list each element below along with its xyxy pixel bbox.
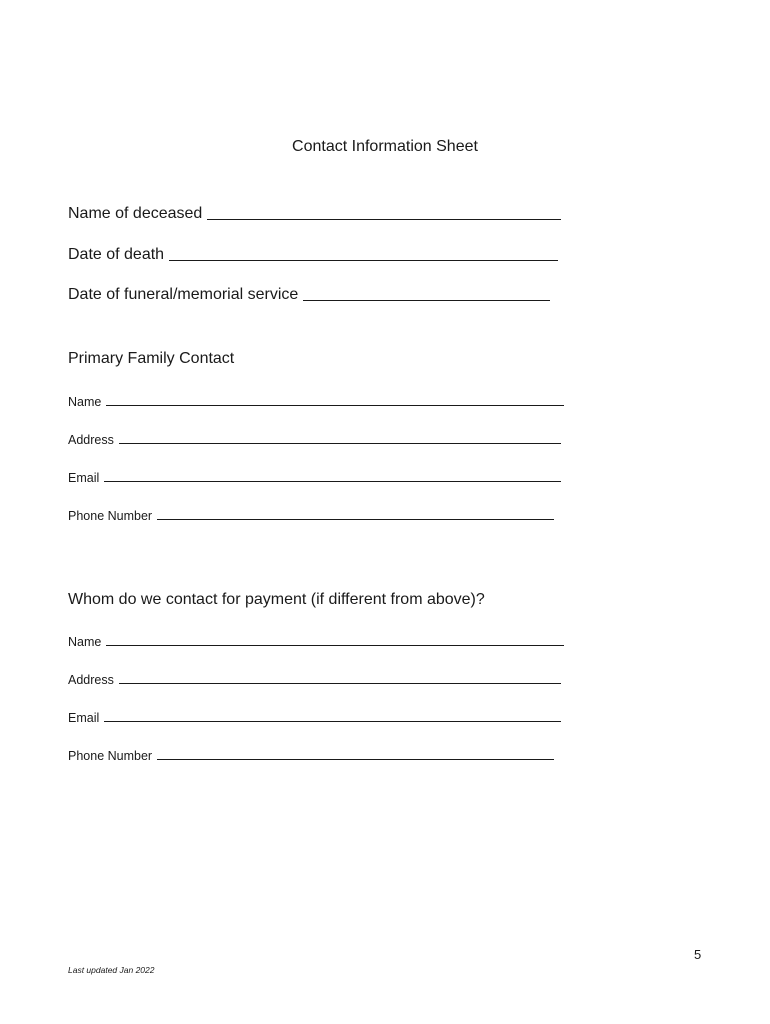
payment-email-label: Email [68,711,100,725]
deceased-name-row [68,205,561,223]
page-number: 5 [694,947,702,962]
payment-contact-heading: Whom do we contact for payment (if different from above)? [68,591,485,608]
page-title: Contact Information Sheet [292,138,478,155]
primary-address-row [68,433,561,447]
deceased-name-field[interactable] [207,218,561,220]
payment-phone-row [68,749,554,763]
primary-address-label: Address [68,433,114,447]
date-of-death-field[interactable] [169,259,558,261]
service-date-label: Date of funeral/memorial service [68,286,299,303]
primary-name-row [68,395,564,409]
last-updated-footer: Last updated Jan 2022 [68,965,155,975]
payment-phone-label: Phone Number [68,749,153,763]
primary-name-label: Name [68,395,102,409]
date-of-death-label: Date of death [68,246,165,263]
primary-phone-field[interactable] [157,518,554,520]
payment-email-field[interactable] [104,720,561,722]
deceased-name-label: Name of deceased [68,205,203,222]
primary-name-field[interactable] [106,404,564,406]
payment-email-row [68,711,561,725]
primary-email-label: Email [68,471,100,485]
payment-name-row [68,635,564,649]
date-of-death-row [68,246,558,264]
primary-contact-heading: Primary Family Contact [68,350,235,367]
payment-address-row [68,673,561,687]
payment-name-label: Name [68,635,102,649]
primary-address-field[interactable] [119,442,561,444]
payment-address-field[interactable] [119,682,561,684]
primary-email-field[interactable] [104,480,561,482]
payment-phone-field[interactable] [157,758,554,760]
primary-phone-label: Phone Number [68,509,153,523]
service-date-row [68,286,550,304]
primary-email-row [68,471,561,485]
payment-address-label: Address [68,673,114,687]
service-date-field[interactable] [303,299,550,301]
payment-name-field[interactable] [106,644,564,646]
primary-phone-row [68,509,554,523]
